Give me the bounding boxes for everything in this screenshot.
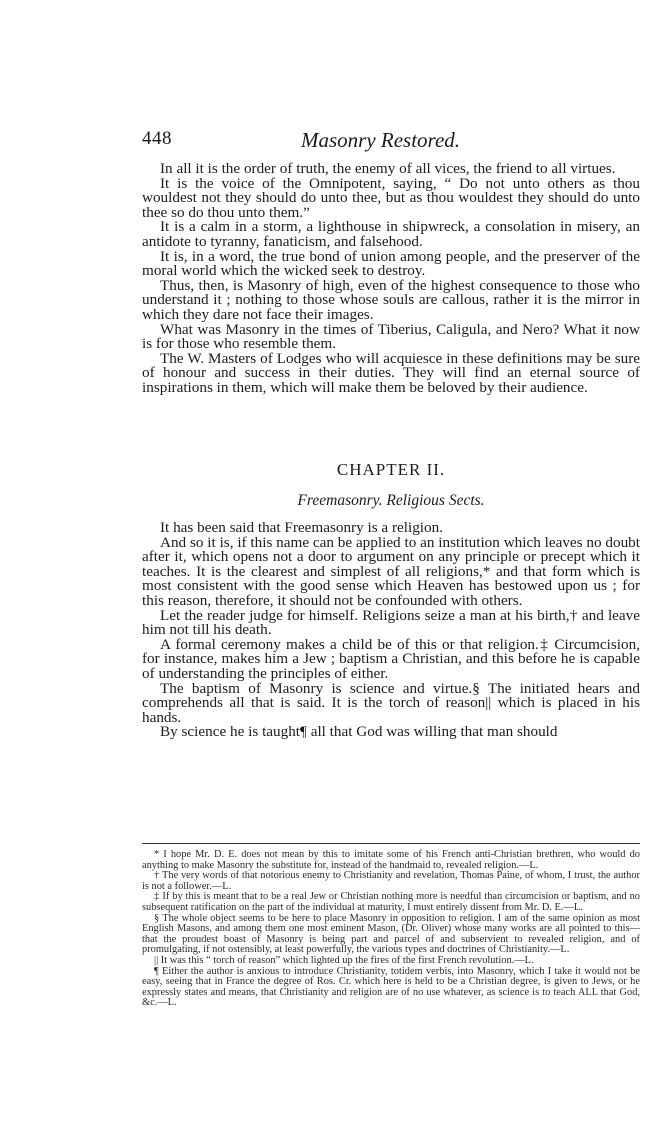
running-head: [142, 128, 619, 154]
paragraph: It is a calm in a storm, a lighthouse in shipwreck, a consolation in misery, an antidote to tyranny, fanaticism, and falsehood.: [142, 218, 640, 250]
paragraph: A formal ceremony makes a child be of this or that religion.‡ Circumcision, for instance, makes him a Jew ; baptism a Christian, and this before he is capable of understanding the principles of either.: [142, 635, 640, 682]
running-title: Masonry Restored.: [300, 128, 461, 152]
paragraph: Thus, then, is Masonry of high, even of the highest consequence to those who understand it ; nothing to those whose souls are callous, rather it is the mirror in which they dare not face their images.: [142, 276, 640, 323]
paragraph: In all it is the order of truth, the enemy of all vices, the friend to all virtues.: [160, 160, 616, 177]
paragraph: It is, in a word, the true bond of union among people, and the preserver of the moral world which the wicked seek to destroy.: [142, 247, 640, 280]
footnotes: [142, 850, 640, 1009]
footnote: ‡ If by this is meant that to be a real Jew or Christian nothing more is needful than circumcision or baptism, and no subsequent ratification on the part of the individual at maturity, I must entirely dissent from Mr. D. E.—L.: [142, 891, 640, 913]
paragraph: The baptism of Masonry is science and virtue.§ The initiated hears and comprehends all that is said. It is the torch of reason|| which is placed in his hands.: [142, 679, 640, 726]
paragraph: And so it is, if this name can be applied to an institution which leaves no doubt after it, which opens not a door to argument on any principle or precept which it teaches. It is the clearest and simplest of all religions,* and that form which is most consistent with the good sense which Heaven has bestowed upon us ; for this reason, therefore, it should not be confounded with others.: [142, 533, 640, 609]
footnote: ¶ Either the author is anxious to introduce Christianity, totidem verbis, into Masonry, which I take it would not be easy, seeing that in France the degree of Ros. Cr. which here is held to be a Christian degree, is given to Jews, or he expressly states and means, that Christianity and religion are of no use whatever, as science is to teach ALL that God, &c.—L.: [142, 965, 640, 1009]
footnote: || It was this “ torch of reason” which lighted up the fires of the first French revolution.—L.: [154, 954, 534, 966]
paragraph: What was Masonry in the times of Tiberius, Caligula, and Nero? What it now is for those who resemble them.: [142, 320, 640, 353]
body-text-section-2: [142, 521, 640, 740]
footnote: * I hope Mr. D. E. does not mean by this to imitate some of his French anti-Christian brethren, who would do anything to make Masonry the substitute for, instead of the handmaid to, revealed religion.—L.: [142, 849, 640, 871]
paragraph: Let the reader judge for himself. Religions seize a man at his birth,† and leave him not till his death.: [142, 606, 640, 639]
page-number: 448: [142, 128, 172, 149]
body-text-section-1: [142, 162, 640, 396]
footnote-divider: [142, 843, 640, 844]
chapter-subtitle: Freemasonry. Religious Sects.: [297, 492, 485, 509]
paragraph: By science he is taught¶ all that God was willing that man should: [160, 723, 558, 741]
chapter-heading: CHAPTER II.: [336, 460, 446, 479]
paragraph: It is the voice of the Omnipotent, saying, “ Do not unto others as thou wouldest not they should do unto thee, but as thou wouldest they should do unto thee so do thou unto them.”: [142, 174, 640, 221]
paragraph: The W. Masters of Lodges who will acquiesce in these definitions may be sure of honour and success in their duties. They will find an eternal source of inspirations in them, which will make them be beloved by their audience.: [142, 349, 640, 396]
footnote: § The whole object seems to be here to place Masonry in opposition to religion. I am of the same opinion as most English Masons, and among them one most eminent Mason, (Dr. Oliver) whose many works are all pointed to this—that the proudest boast of Masonry is being part and parcel of and subservient to revealed religion, and of promulgating, if not ostensibly, at least powerfully, the various types and doctrines of Christianity.—L.: [142, 912, 640, 956]
paragraph: It has been said that Freemasonry is a religion.: [160, 519, 444, 536]
footnote: † The very words of that notorious enemy to Christianity and revelation, Thomas Paine, of whom, I trust, the author is not a follower.—L.: [142, 870, 640, 892]
